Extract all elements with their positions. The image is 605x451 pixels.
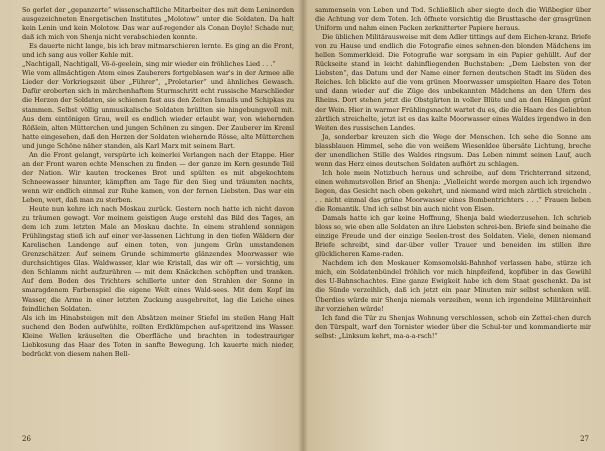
page-number: 26 [22, 435, 31, 443]
paragraph: „Nachtigall, Nachtigall, Vö-ö-geelein, sing mir wieder ein fröhliches Lied . . .“ [22, 60, 276, 69]
paragraph: sammensein von Leben und Tod. Schließlich aber siegte doch die Wißbegier über die Achtung vor dem Toten. Ich öffnete vorsichtig die Brusttasche der grasgrünen Uniform und nahm einen Packen zerknitterter Papiere heraus. [315, 6, 591, 33]
left-page-text [22, 6, 294, 359]
paragraph: Ja, sonderbar kreuzen sich die Wege der Menschen. Ich sehe die Sonne am blassblauen Himmel, sehe die von weißem Wiesenklee übersäte Lichtung, breche der unendlichen Stille des Waldes ringsum. Das Leben nimmt seinen Lauf, auch wenn das Herz eines deutschen Soldaten aufhört zu schlagen. [315, 132, 591, 168]
right-page-text [315, 6, 591, 341]
paragraph: Ich fand die Tür zu Shenjas Wohnung verschlossen, schob ein Zettel-chen durch den Türspalt, warf den Tornister wieder über die Schul-ter und kommandierte mir selbst: „Linksum kehrt, ma-a-a-rsch!“ [315, 313, 591, 340]
paragraph: Nachdem ich den Moskauer Komsomolski-Bahnhof verlassen habe, stürze ich mich, ein Soldatenbündel fröhlich vor mich hinpfeifend, kopfüber in das Gewühl des U-Bahnschachtes. Eine ganze Ewigkeit habe ich dem Staat geschenkt. Da ist die Sünde verzeihlich, daß ich jetzt ein paar Minuten mir selbst schenken will. Überdies würde mir Shenja niemals verzeihen, wenn ich irgendeine Militäreinheit ihr vorziehen würde! [315, 259, 591, 313]
paragraph: Ich hole mein Notizbuch heraus und schreibe, auf dem Trichterrand sitzend, einen wehmutsvollen Brief an Shenja: „Vielleicht werde morgen auch ich irgendwo liegen, das Gesicht nach oben gekehrt, und niemand wird mich zärtlich streicheln . . . nicht einmal das grüne Moorwasser eines Bombentrichters . . .“ Frauen lieben die Romantik. Und ich selbst bin auch nicht von Eisen. [315, 168, 591, 214]
paragraph: Die üblichen Militärausweise mit dem Adler tittings auf dem Eichen-kranz. Briefe von zu Hause und endlich die Fotografie eines sehnen-den blonden Mädchens im hellen Sommerkleid. Die Fotografie war sorgsam in ein Papier gehüllt. Auf der Rückseite stand in leicht dahinfliegenden Buchstaben: „Dem Liebsten von der Liebsten“, das Datum und der Name einer fernen deutschen Stadt im Süden des Reiches. Ich blickte auf die vom grünen Moorwasser umspielten Haare des Toten und dann wieder auf die Züge des unbekannten Mädchens an den Ufern des Rheins. Dort stehen jetzt die Obstgärten in voller Blüte und an den Hängen grünt der Wein. Hier in warmer Frühlingsnacht wartet du es, die die Haare des Geliebten zärtlich streichelte, jetzt ist es das kalte Moorwasser eines Waldes irgendwo in den Weiten des russischen Landes. [315, 33, 591, 132]
paragraph: Wie vom allmächtigen Atem eines Zauberers fortgeblasen war's in der Armee alle Lieder der Vorkriegszeit über „Führer“, „Proletarier“ und ähnliches Gewasch. Dafür eroberten sich in märchenhaftem Sturmschritt echt russische Marschlieder die Herzen der Soldaten, sie schienen fast aus den Zeiten Ismails und Schipkas zu stammen. Selbst völlig unmusikalische Soldaten brüllten sie hingebungsvoll mit. Aus dem eintönigen Grau, weil es endlich wieder erlaubt war, von wiehernden Rößlein, alten Mütterchen und jungen Schönen zu singen. Der Zauberer im Kreml hatte eingesehen, daß den Herzen der Soldaten wiehernde Rösse, alte Mütterchen und junge Schöne näher standen, als Karl Marx mit seinem Bart. [22, 69, 294, 150]
page-number: 27 [580, 435, 589, 443]
paragraph: Damals hatte ich gar keine Hoffnung, Shenja bald wiederzusehen. Ich schrieb bloss so, wie eben alle Soldaten an ihre Liebsten schrei-ben. Briefe sind beinahe die einzige Freude und der einzige Seelen-trost des Soldaten. Viele, denen niemand Briefe schreibt, sind dar-über voller Trauer und beneiden im stillen ihre glücklicheren Kame-raden. [315, 214, 591, 259]
right-page [303, 0, 605, 451]
paragraph: Es dauerte nicht lange, bis ich brav mitmarschieren lernte. Es ging an die Front, und ich sang aus voller Kehle mit. [22, 42, 294, 60]
paragraph: An die Front gelangt, verspürte ich keinerlei Verlangen nach der Etappe. Hier an der Front waren echte Menschen zu finden — der ganze im Kern gesunde Teil der Nation. Wir kauten trockenes Brot und spülten es mit abgekochtem Schneewasser hinunter, kämpften am Tage für den Sieg und träumten nachts, wenn wir endlich einmal zur Ruhe kamen, von der fernen Liebsten. Das war ein Leben, wert, daß man zu sterben. [22, 150, 294, 204]
paragraph: Als ich im Hinabsteigen mit den Absätzen meiner Stiefel im steilen Hang Halt suchend den Boden aufwühlte, rollten Erdklümpchen auf-spritzend ins Wasser. Kleine Wellen kräuselten die Oberfläche und brachten in todestrauriger Liebkosung das Haar des Toten in sanfte Bewegung. Ich kauerte mich nieder, bedrückt von diesem nahen Bell- [22, 313, 294, 358]
paragraph: So gerlet der „gepanzerte“ wissenschaftliche Mitarbeiter des mit dem Leninorden ausgezeichneten Energetischen Institutes „Molotow“ unter die Soldaten. Da halt kein Lenin und kein Molotow. Das war auf-regender als Conan Doyle! Schade nur, daß ich mich von Shenja nicht verabschieden konnte. [22, 6, 294, 42]
paragraph: Heute nun kehre ich nach Moskau zurück. Gestern noch hatte ich nicht davon zu träumen gewagt. Vor meinem geistigen Auge erstehl das Bild des Tages, an dem ich zum letzten Male an Moskau dachte. In einem strahlend sonnigen Frühlingstag stieß ich auf einer ver-lassenen Lichtung in den tiefen Wäldern der Karelischen Landenge auf einen toten, von jungem Grün umstandenen Grenzschätzer. Auf seinem Grunde schimmerte glänzendes Moorwasser wie durchsichtiges Glas. Waldwasser, klar wie Kristall, das wir oft — vorsichtig, um den Schlamm nicht aufzurühren — mit dem Knäckchen schöpften und tranken. Auf dem Boden des Trichters schillerte unter den Strahlen der Sonne in smaragdenem Farbenspiel die eigene Welt eines Wald-sees. Mit dem Kopf im Wasser, die Arme in einer letzten Zuckung ausgebreitet, lag die Leiche eines feindlichen Soldaten. [22, 205, 294, 313]
